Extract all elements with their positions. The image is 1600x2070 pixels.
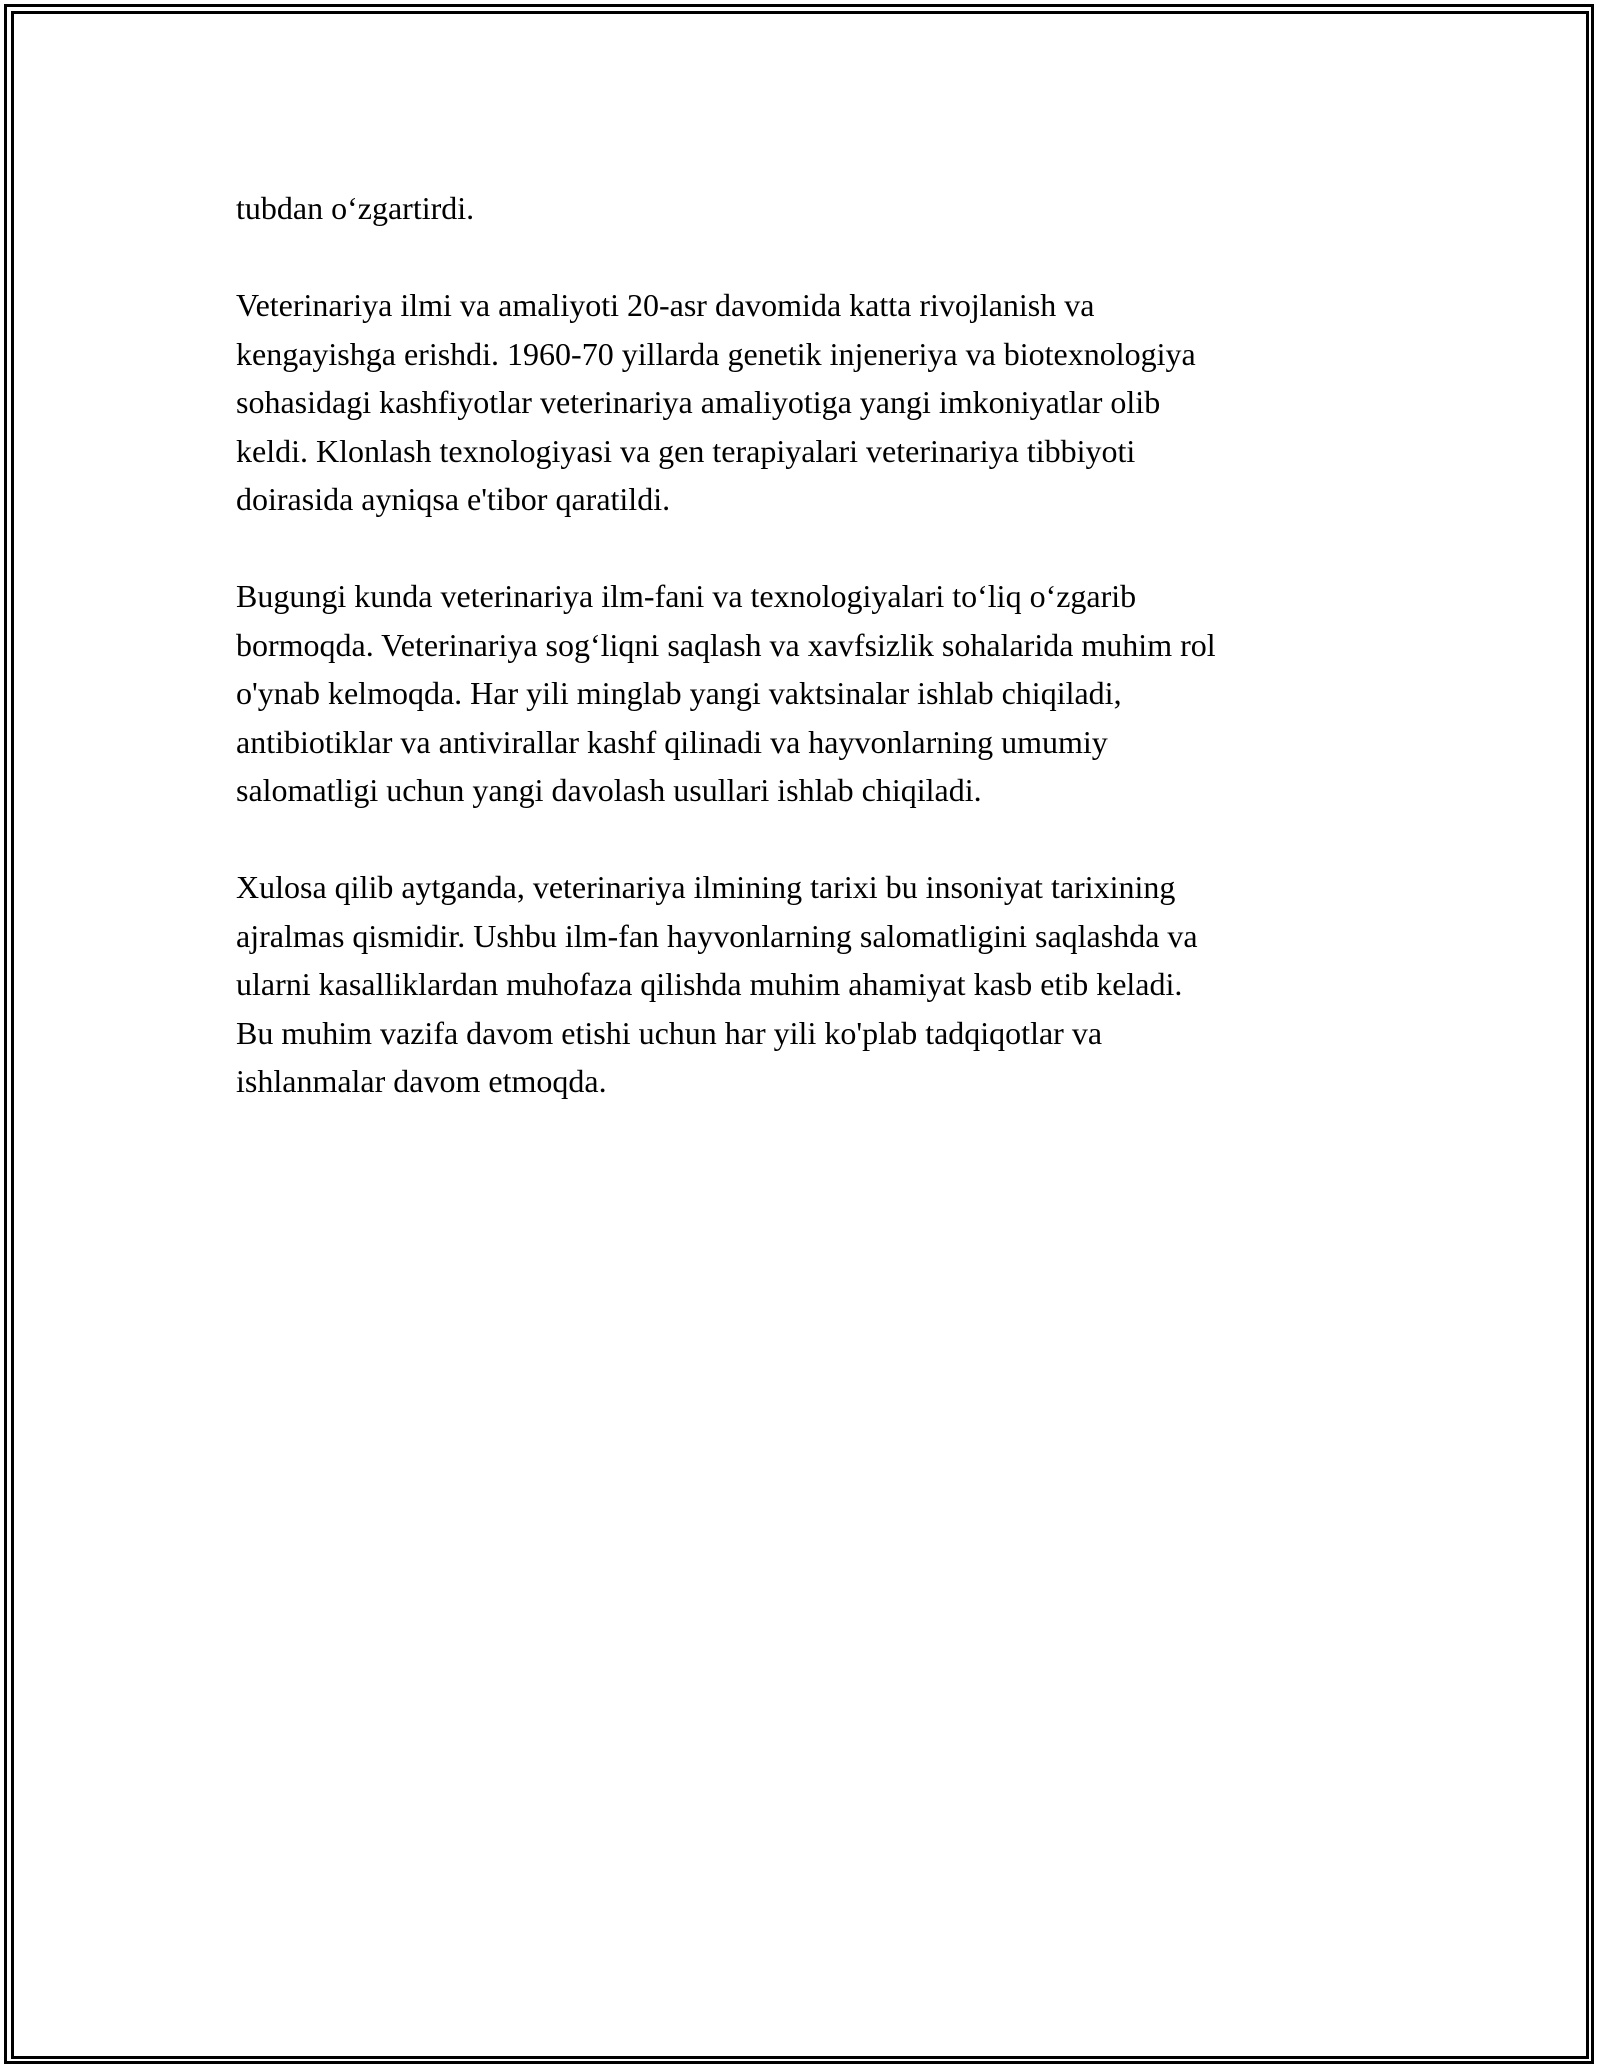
text-line: ishlanmalar davom etmoqda.	[236, 1063, 607, 1099]
text-line: Veterinariya ilmi va amaliyoti 20-asr davomida katta rivojlanish va	[236, 287, 1095, 323]
text-line: Bugungi kunda veterinariya ilm-fani va texnologiyalari to‘liq o‘zgarib	[236, 578, 1137, 614]
text-line: Bu muhim vazifa davom etishi uchun har yili ko'plab tadqiqotlar va	[236, 1014, 1103, 1051]
text-line: ajralmas qismidir. Ushbu ilm-fan hayvonlarning salomatligini saqlashda va	[236, 917, 1198, 954]
text-line: salomatligi uchun yangi davolash usullari ishlab chiqiladi.	[236, 772, 982, 808]
document-body	[236, 184, 1366, 1154]
text-line: bormoqda. Veterinariya sog‘liqni saqlash va xavfsizlik sohalarida muhim rol	[236, 626, 1216, 663]
paragraph	[236, 572, 1366, 815]
paragraph	[236, 281, 1366, 524]
text-line: keldi. Klonlash texnologiyasi va gen terapiyalari veterinariya tibbiyoti	[236, 432, 1136, 469]
text-line: o'ynab kelmoqda. Har yili minglab yangi vaktsinalar ishlab chiqiladi,	[236, 675, 1122, 711]
paragraph	[236, 863, 1366, 1106]
text-line: tubdan o‘zgartirdi.	[236, 190, 475, 226]
text-line: kengayishga erishdi. 1960-70 yillarda genetik injeneriya va biotexnologiya	[236, 335, 1196, 372]
text-line: sohasidagi kashfiyotlar veterinariya amaliyotiga yangi imkoniyatlar olib	[236, 384, 1161, 420]
text-line: ularni kasalliklardan muhofaza qilishda muhim ahamiyat kasb etib keladi.	[236, 966, 1183, 1002]
text-line: antibiotiklar va antivirallar kashf qilinadi va hayvonlarning umumiy	[236, 723, 1108, 760]
paragraph	[236, 184, 1366, 233]
text-line: doirasida ayniqsa e'tibor qaratildi.	[236, 481, 671, 517]
text-line: Xulosa qilib aytganda, veterinariya ilmining tarixi bu insoniyat tarixining	[236, 869, 1176, 905]
